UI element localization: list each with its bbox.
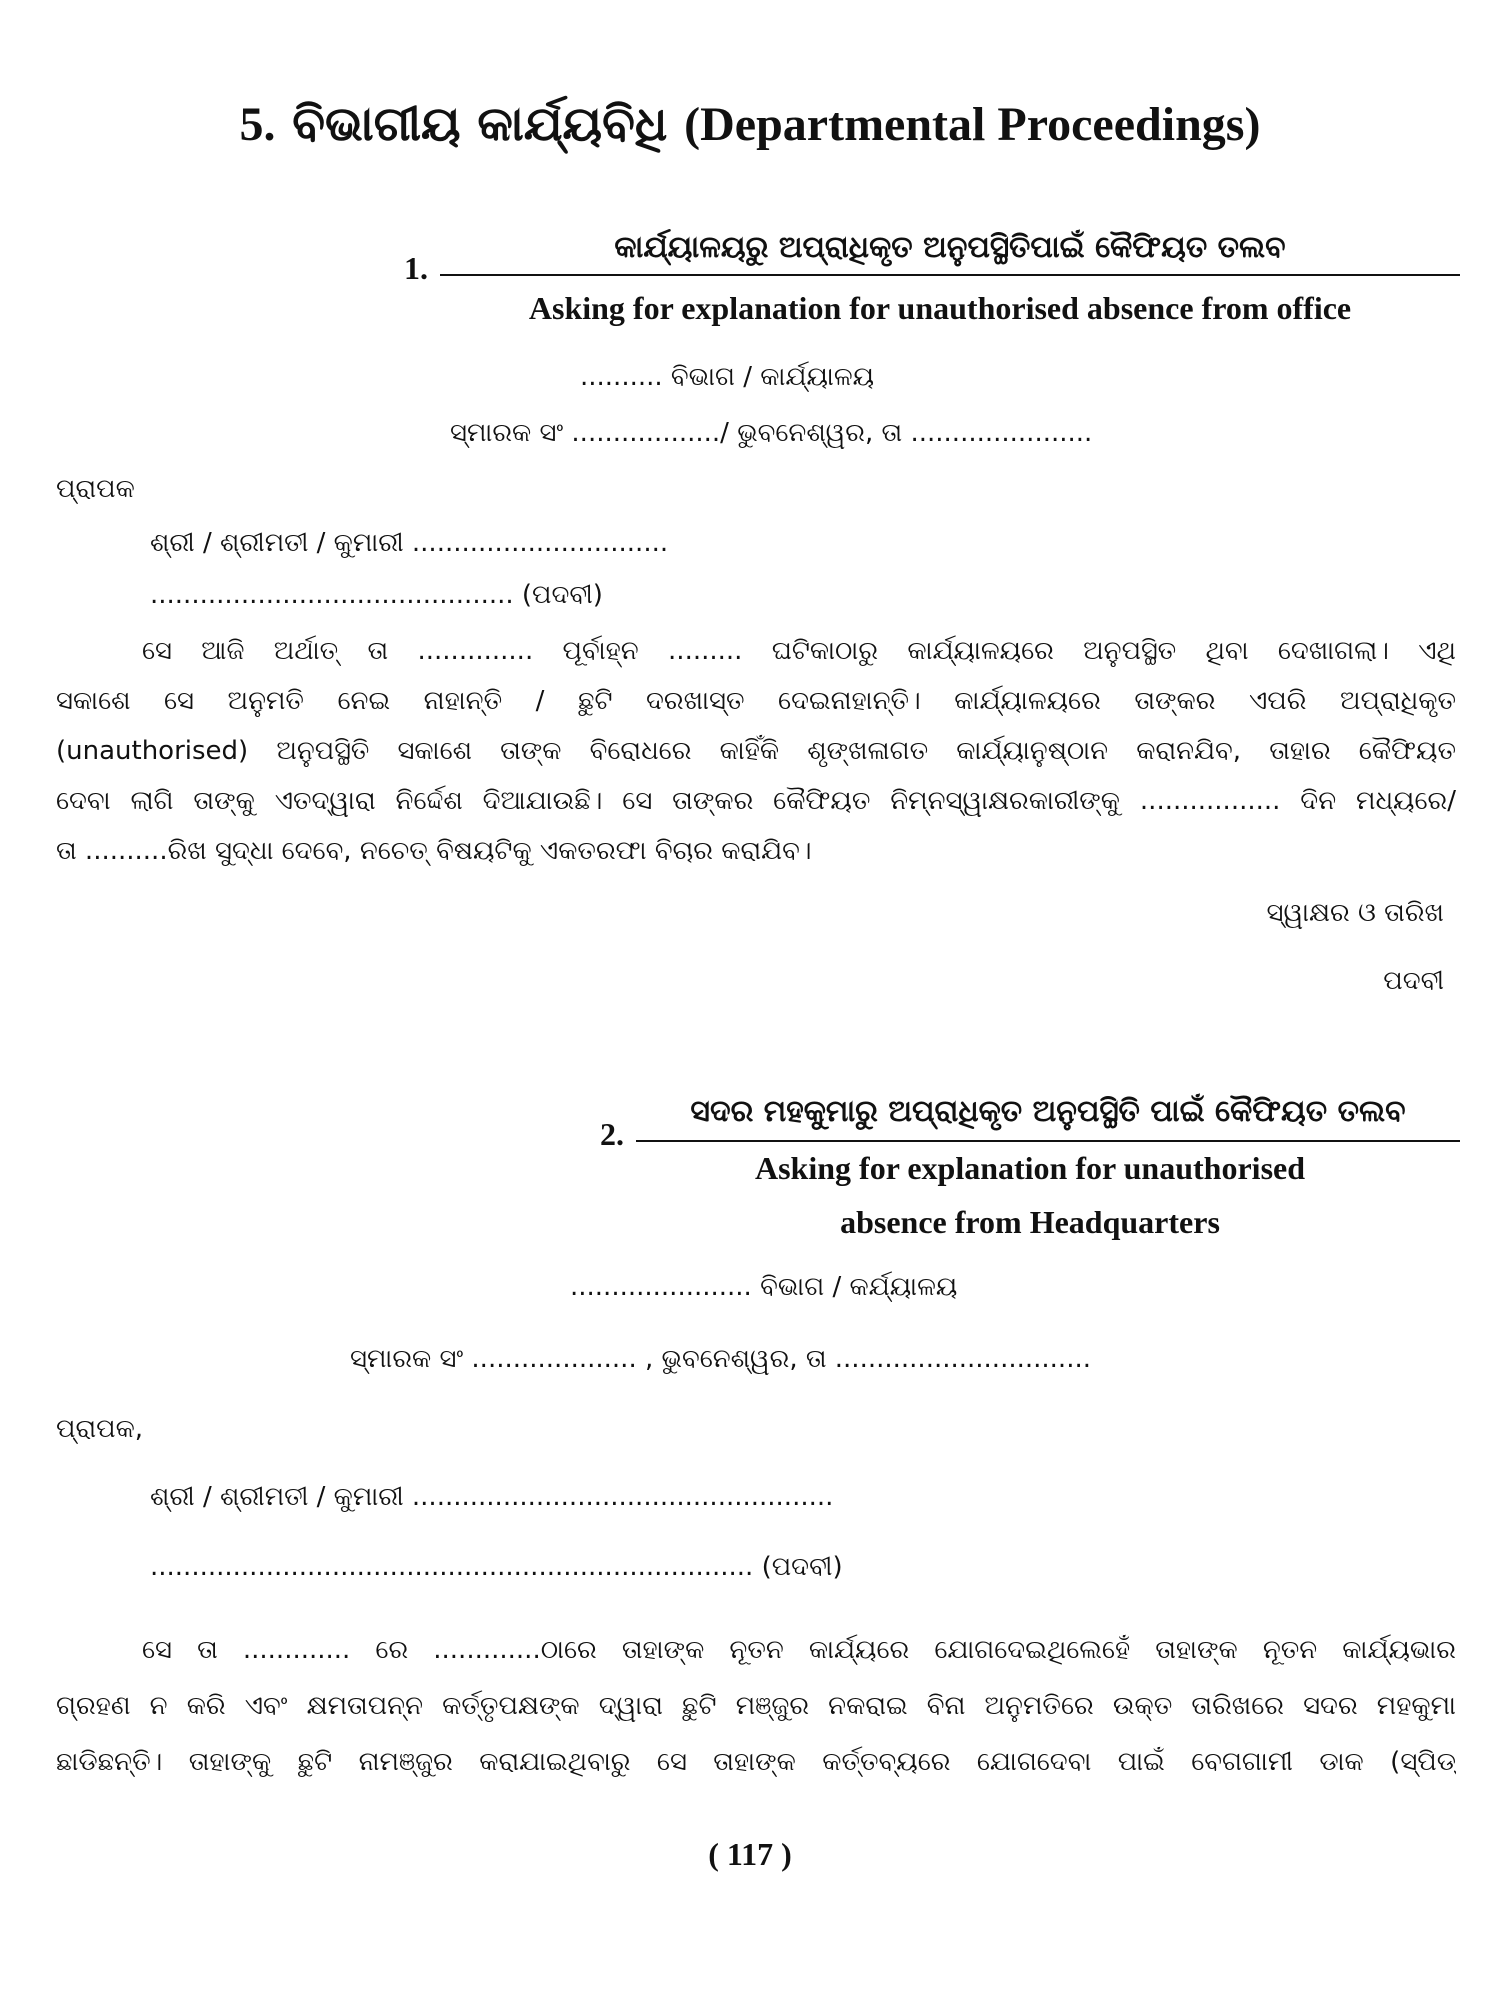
section1-body-line: ସକାଶେ ସେ ଅନୁମତି ନେଇ ନାହାନ୍ତି / ଛୁଟି ଦରଖାସ୍ତ ଦେଇନାହାନ୍ତି। କାର୍ଯ୍ୟାଳୟରେ ତାଙ୍କର ଏପରି ଅପ୍ରାଧିକୃତ bbox=[56, 686, 1456, 716]
section1-designation-label: ପଦବୀ bbox=[1383, 966, 1444, 996]
page-number: ( 117 ) bbox=[708, 1836, 792, 1872]
section1-heading-english: Asking for explanation for unauthorised absence from office bbox=[528, 290, 1352, 326]
section1-designation-line: ............................................ (ପଦବୀ) bbox=[150, 580, 603, 610]
section1-signature-label: ସ୍ୱାକ୍ଷର ଓ ତାରିଖ bbox=[1266, 898, 1444, 928]
section2-body-line: ଛାଡିଛନ୍ତି। ତାହାଙ୍କୁ ଛୁଟି ନାମଞ୍ଜୁର କରାଯାଇଥିବାରୁ ସେ ତାହାଙ୍କ କର୍ତ୍ତବ୍ୟରେ ଯୋଗଦେବା ପାଇଁ ବେଗଗାମୀ ଡାକ (ସ୍ପିଡ୍ bbox=[56, 1747, 1456, 1777]
section1-body-line: (unauthorised) ଅନୁପସ୍ଥିତି ସକାଶେ ତାଙ୍କ ବିରୋଧରେ କାହିଁକି ଶୃଙ୍ଖଳାଗତ କାର୍ଯ୍ୟାନୁଷ୍ଠାନ କରାନଯିବ, ତାହାର କୈଫିୟତ bbox=[56, 736, 1456, 766]
page-title-english: (Departmental Proceedings) bbox=[684, 98, 1261, 151]
section1-dept-line: .......... ବିଭାଗ / କାର୍ଯ୍ୟାଳୟ bbox=[580, 362, 875, 392]
section1-body-line: ଦେବା ଲାଗି ତାଙ୍କୁ ଏତଦ୍ୱାରା ନିର୍ଦ୍ଦେଶ ଦିଆଯାଉଛି। ସେ ତାଙ୍କର କୈଫିୟତ ନିମ୍ନସ୍ୱାକ୍ଷରକାରୀଙ୍କୁ ................. ଦିନ ମଧ୍ୟରେ/ bbox=[56, 786, 1456, 816]
section1-body bbox=[56, 626, 1456, 876]
section2-dept-line: ...................... ବିଭାଗ / କର୍ଯ୍ୟାଳୟ bbox=[570, 1272, 958, 1302]
section2-body bbox=[56, 1622, 1456, 1790]
page-title-odia: ବିଭାଗୀୟ କାର୍ଯ୍ୟବିଧି bbox=[292, 96, 668, 152]
section1-to-label: ପ୍ରାପକ bbox=[56, 474, 135, 504]
section2-body-line: ଗ୍ରହଣ ନ କରି ଏବଂ କ୍ଷମତାପନ୍ନ କର୍ତ୍ତୃପକ୍ଷଙ୍କ ଦ୍ୱାରା ଛୁଟି ମଞ୍ଜୁର ନକରାଇ ବିନା ଅନୁମତିରେ ଉକ୍ତ ତାରିଖରେ ସଦର ମହକୁମା bbox=[56, 1691, 1456, 1721]
section2-to-label: ପ୍ରାପକ, bbox=[56, 1414, 144, 1444]
section1-heading-odia: କାର୍ଯ୍ୟାଳୟରୁ ଅପ୍ରାଧିକୃତ ଅନୁପସ୍ଥିତିପାଇଁ କୈଫିୟତ ତଲବ bbox=[614, 230, 1286, 265]
section2-heading-rule bbox=[636, 1140, 1460, 1142]
section1-addressee: ଶ୍ରୀ / ଶ୍ରୀମତୀ / କୁମାରୀ ............................... bbox=[150, 528, 669, 558]
section2-heading-english-line2: absence from Headquarters bbox=[840, 1204, 1220, 1240]
page-title-number: 5. bbox=[239, 98, 276, 151]
section1-body-line: ସେ ଆଜି ଅର୍ଥାତ୍ ତା .............. ପୂର୍ବାହ୍ନ ......... ଘଟିକାଠାରୁ କାର୍ଯ୍ୟାଳୟରେ ଅନୁପସ୍ଥିତ ଥିବା ଦେଖାଗଲା। ଏଥି bbox=[142, 636, 1456, 666]
section2-heading-english-line1: Asking for explanation for unauthorised bbox=[754, 1150, 1306, 1186]
section2-number: 2. bbox=[600, 1116, 624, 1152]
section1-body-line: ତା ..........ରିଖ ସୁଦ୍ଧା ଦେବେ, ନଚେତ୍ ବିଷୟଟିକୁ ଏକତରଫା ବିଚାର କରାଯିବ। bbox=[56, 836, 812, 866]
section2-heading-odia: ସଦର ମହକୁମାରୁ ଅପ୍ରାଧିକୃତ ଅନୁପସ୍ଥିତି ପାଇଁ କୈଫିୟତ ତଲବ bbox=[690, 1094, 1406, 1129]
page-title bbox=[0, 96, 1500, 153]
section1-memo-line: ସ୍ମାରକ ସଂ ................../ ଭୁବନେଶ୍ୱର, ତା ...................... bbox=[450, 418, 1093, 448]
section2-body-line: ସେ ତା ............. ରେ .............ଠାରେ ତାହାଙ୍କ ନୂତନ କାର୍ଯ୍ୟରେ ଯୋଗଦେଇଥିଲେହେଁ ତାହାଙ୍କ ନୂତନ କାର୍ଯ୍ୟଭାର bbox=[142, 1635, 1456, 1665]
section2-memo-line: ସ୍ମାରକ ସଂ .................... , ଭୁବନେଶ୍ୱର, ତା ............................... bbox=[350, 1344, 1091, 1374]
section1-heading-rule bbox=[440, 274, 1460, 276]
section2-addressee: ଶ୍ରୀ / ଶ୍ରୀମତୀ / କୁମାରୀ ................................................... bbox=[150, 1482, 834, 1512]
section1-number: 1. bbox=[404, 250, 428, 286]
section2-designation-line: ......................................................................... (ପଦବୀ) bbox=[150, 1552, 843, 1582]
